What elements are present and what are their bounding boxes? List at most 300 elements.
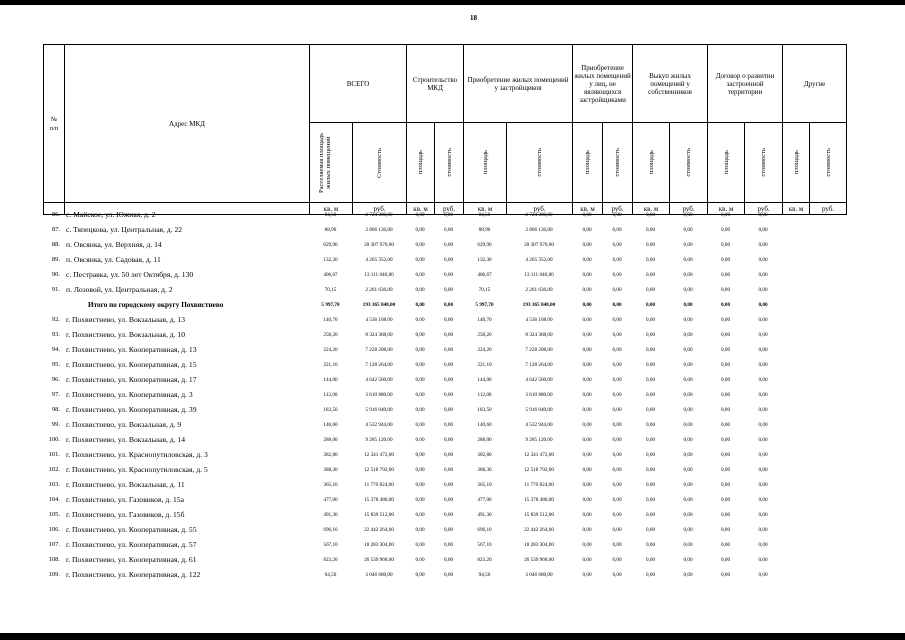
row-address: г. Похвистнево, ул. Вокзальная, д. 9 — [66, 420, 182, 429]
header-group-developer-purchase: Приобретение жилых помещений у застройщиков — [464, 45, 573, 123]
header-group-owner-buyout: Выкуп жилых помещений у собственников — [633, 45, 708, 123]
row-value: 0,00 — [582, 361, 592, 368]
row-value: 0,00 — [645, 466, 656, 473]
row-value: 0,00 — [720, 541, 731, 548]
row-value: 0,00 — [720, 241, 731, 248]
data-table — [43, 207, 846, 582]
table-row — [43, 432, 846, 447]
row-value: 0,00 — [645, 436, 656, 443]
row-value: 629,90 — [323, 241, 338, 248]
row-value: 0,00 — [758, 316, 768, 323]
row-value: 0,00 — [645, 286, 656, 293]
row-value: 12 518 792,00 — [364, 466, 394, 473]
row-number: 106. — [48, 526, 60, 533]
row-value: 4 642 560,00 — [525, 376, 553, 383]
row-value: 224,20 — [323, 346, 338, 353]
row-empty-cell — [782, 432, 809, 447]
row-value: 0,00 — [645, 451, 656, 458]
row-address: г. Похвистнево, ул. Кооперативная, д. 61 — [66, 555, 197, 564]
row-empty-cell — [809, 342, 846, 357]
row-value: 491,30 — [477, 511, 492, 518]
row-value: 491,30 — [323, 511, 338, 518]
row-address: г. Похвистнево, ул. Краснопутиловская, д. 3 — [66, 450, 208, 459]
row-value: 0,00 — [683, 391, 693, 398]
row-value: 0,00 — [443, 346, 454, 353]
row-empty-cell — [809, 222, 846, 237]
table-row — [43, 252, 846, 267]
row-value: 0,00 — [645, 256, 656, 263]
row-value: 0,00 — [443, 376, 454, 383]
row-value: 0,00 — [720, 301, 731, 308]
row-value: 0,00 — [443, 556, 454, 563]
row-number: 97. — [51, 391, 60, 398]
row-value: 0,00 — [415, 556, 425, 563]
row-value: 13 111 040,80 — [364, 271, 394, 278]
header-sub-cell — [633, 123, 670, 203]
row-value: 0,00 — [645, 556, 656, 563]
row-value: 0,00 — [415, 571, 425, 578]
row-address: с. Пестравка, ул. 50 лет Октября, д. 130 — [66, 270, 194, 279]
row-value: 140,60 — [323, 421, 338, 428]
row-value: 0,00 — [645, 301, 656, 308]
row-value: 12 341 472,00 — [364, 451, 394, 458]
row-empty-cell — [809, 477, 846, 492]
row-address: г. Похвистнево, ул. Краснопутиловская, д. 5 — [66, 465, 208, 474]
row-address: г. Похвистнево, ул. Кооперативная, д. 39 — [66, 405, 197, 414]
row-value: 140,60 — [477, 421, 492, 428]
row-value: 0,00 — [720, 361, 731, 368]
row-value: 0,00 — [612, 451, 622, 458]
header-sub-label: Стоимость — [376, 147, 383, 178]
header-sub-label: стоимость — [760, 148, 768, 177]
row-value: 3 046 680,00 — [525, 571, 553, 578]
table-row — [43, 507, 846, 522]
row-value: 0,00 — [582, 211, 592, 218]
row-address: г. Похвистнево, ул. Вокзальная, д. 14 — [66, 435, 186, 444]
row-value: 5 916 040,00 — [525, 406, 553, 413]
row-value: 0,00 — [612, 436, 622, 443]
unit-label: кв. м — [708, 203, 745, 215]
row-empty-cell — [782, 567, 809, 582]
row-value: 0,00 — [415, 511, 425, 518]
row-value: 0,00 — [683, 256, 693, 263]
header-num-label: № п/п — [49, 115, 59, 132]
row-value: 0,00 — [683, 406, 693, 413]
row-value: 0,00 — [443, 451, 454, 458]
row-value: 0,00 — [720, 331, 731, 338]
header-sub-label: стоимость — [614, 148, 622, 177]
row-value: 0,00 — [720, 481, 731, 488]
row-value: 823,20 — [323, 556, 338, 563]
row-empty-cell — [782, 447, 809, 462]
row-value: 382,80 — [323, 451, 338, 458]
row-value: 22 442 264,00 — [524, 526, 554, 533]
row-value: 0,00 — [443, 526, 454, 533]
row-value: 0,00 — [415, 316, 425, 323]
row-value: 0,00 — [645, 571, 656, 578]
row-empty-cell — [809, 252, 846, 267]
row-address: г. Похвистнево, ул. Кооперативная, д. 13 — [66, 345, 197, 354]
row-value: 0,00 — [758, 556, 768, 563]
row-number: 95. — [51, 361, 60, 368]
row-value: 0,00 — [612, 391, 622, 398]
row-empty-cell — [782, 297, 809, 312]
row-value: 0,00 — [612, 481, 622, 488]
row-value: 0,00 — [758, 391, 768, 398]
row-value: 26 539 968,00 — [364, 556, 394, 563]
row-value: 0,00 — [443, 286, 454, 293]
row-value: 0,00 — [612, 316, 622, 323]
row-value: 15 378 480,00 — [524, 496, 554, 503]
row-value: 477,00 — [323, 496, 338, 503]
row-value: 3 046 680,00 — [365, 571, 393, 578]
row-value: 0,00 — [582, 526, 592, 533]
row-value: 0,00 — [758, 286, 768, 293]
row-value: 88,90 — [478, 226, 491, 233]
header-sub-label: стоимость — [445, 148, 453, 177]
row-value: 388,30 — [323, 466, 338, 473]
row-value: 0,00 — [443, 511, 454, 518]
row-value: 0,00 — [683, 451, 693, 458]
row-value: 0,00 — [645, 316, 656, 323]
row-empty-cell — [809, 507, 846, 522]
row-value: 22 442 264,00 — [364, 526, 394, 533]
row-value: 0,00 — [720, 436, 731, 443]
table-row — [43, 567, 846, 582]
row-value: 7 228 208,00 — [525, 346, 553, 353]
row-value: 0,00 — [645, 376, 656, 383]
row-value: 0,00 — [645, 361, 656, 368]
row-value: 823,20 — [477, 556, 492, 563]
table-row — [43, 267, 846, 282]
row-value: 0,00 — [612, 511, 622, 518]
row-empty-cell — [809, 402, 846, 417]
row-value: 0,00 — [612, 541, 622, 548]
row-value: 696,10 — [323, 526, 338, 533]
header-sub-cell — [670, 123, 708, 203]
row-value: 5 997,70 — [321, 301, 340, 308]
row-empty-cell — [809, 372, 846, 387]
row-value: 0,00 — [415, 271, 425, 278]
row-value: 0,00 — [720, 316, 731, 323]
row-value: 0,00 — [683, 331, 693, 338]
row-value: 2 724 280,00 — [365, 211, 393, 218]
row-value: 0,00 — [683, 481, 693, 488]
unit-label: руб. — [507, 203, 573, 215]
row-value: 0,00 — [612, 556, 622, 563]
row-value: 112,00 — [323, 391, 338, 398]
header-sub-cell — [464, 123, 507, 203]
row-value: 0,00 — [720, 421, 731, 428]
row-empty-cell — [809, 357, 846, 372]
row-value: 0,00 — [645, 481, 656, 488]
row-value: 258,20 — [477, 331, 492, 338]
row-empty-cell — [782, 402, 809, 417]
row-value: 0,00 — [683, 466, 693, 473]
row-value: 0,00 — [683, 556, 693, 563]
row-value: 0,00 — [645, 391, 656, 398]
table-row — [43, 462, 846, 477]
row-value: 0,00 — [758, 496, 768, 503]
row-value: 0,00 — [582, 331, 592, 338]
header-sub-label: стоимость — [536, 148, 544, 177]
row-value: 0,00 — [645, 496, 656, 503]
row-empty-cell — [809, 387, 846, 402]
row-number: 107. — [48, 541, 60, 548]
unit-label: руб. — [670, 203, 708, 215]
row-empty-cell — [782, 207, 809, 222]
row-value: 0,00 — [645, 271, 656, 278]
row-number: 101. — [48, 451, 60, 458]
row-value: 0,00 — [758, 346, 768, 353]
row-value: 0,00 — [683, 526, 693, 533]
row-value: 0,00 — [443, 256, 454, 263]
row-value: 2 261 636,00 — [525, 286, 553, 293]
row-value: 477,00 — [477, 496, 492, 503]
row-value: 0,00 — [582, 256, 592, 263]
row-value: 4 642 560,00 — [365, 376, 393, 383]
row-value: 0,00 — [645, 331, 656, 338]
row-value: 94,50 — [478, 571, 491, 578]
row-value: 15 839 512,00 — [364, 511, 394, 518]
row-value: 0,00 — [720, 571, 731, 578]
row-address: г. Похвистнево, ул. Кооперативная, д. 122 — [66, 570, 201, 579]
row-value: 406,67 — [323, 271, 338, 278]
row-number: 87. — [51, 226, 60, 233]
row-value: 0,00 — [720, 211, 731, 218]
row-value: 144,00 — [323, 376, 338, 383]
row-value: 0,00 — [720, 451, 731, 458]
table-row — [43, 207, 846, 222]
row-value: 7 128 264,00 — [365, 361, 393, 368]
table-header — [43, 44, 847, 215]
table-row — [43, 327, 846, 342]
row-value: 0,00 — [582, 421, 592, 428]
table-row — [43, 312, 846, 327]
row-empty-cell — [782, 312, 809, 327]
row-value: 0,00 — [612, 241, 622, 248]
header-group-territory-agreement: Договор о развитии застроенной территории — [708, 45, 783, 123]
row-value: 0,00 — [415, 346, 425, 353]
row-value: 0,00 — [612, 406, 622, 413]
row-value: 0,00 — [415, 526, 425, 533]
header-sub-cell — [310, 123, 353, 203]
row-value: 696,10 — [477, 526, 492, 533]
row-value: 0,00 — [720, 346, 731, 353]
row-value: 288,00 — [323, 436, 338, 443]
row-number: 104. — [48, 496, 60, 503]
row-number: 86. — [51, 211, 60, 218]
row-value: 0,00 — [415, 286, 425, 293]
row-value: 0,00 — [415, 466, 425, 473]
row-value: 221,10 — [323, 361, 338, 368]
row-number: 109. — [48, 571, 60, 578]
row-empty-cell — [809, 297, 846, 312]
header-sub-cell — [708, 123, 745, 203]
table-row — [43, 342, 846, 357]
row-empty-cell — [782, 342, 809, 357]
row-value: 0,00 — [415, 391, 425, 398]
row-value: 258,20 — [323, 331, 338, 338]
row-value: 629,90 — [477, 241, 492, 248]
row-value: 4 536 168,00 — [525, 316, 553, 323]
header-sub-label: площадь — [584, 150, 592, 175]
row-value: 0,00 — [720, 286, 731, 293]
row-address: п. Лозовой, ул. Центральная, д. 2 — [66, 285, 173, 294]
row-value: 0,00 — [612, 466, 622, 473]
row-value: 221,10 — [477, 361, 492, 368]
row-address: п. Овсянка, ул. Садовая, д. 11 — [66, 255, 161, 264]
row-value: 0,00 — [582, 226, 592, 233]
header-sub-label: площадь — [417, 150, 425, 175]
row-empty-cell — [782, 282, 809, 297]
row-value: 70,15 — [324, 286, 337, 293]
row-value: 0,00 — [582, 346, 592, 353]
row-empty-cell — [782, 372, 809, 387]
row-value: 140,70 — [477, 316, 492, 323]
row-value: 0,00 — [582, 511, 592, 518]
row-value: 0,00 — [582, 376, 592, 383]
unit-label: руб. — [603, 203, 633, 215]
row-value: 2 724 280,00 — [525, 211, 553, 218]
row-value: 0,00 — [645, 241, 656, 248]
row-value: 0,00 — [645, 511, 656, 518]
row-value: 0,00 — [582, 301, 592, 308]
row-value: 0,00 — [612, 421, 622, 428]
row-address: г. Похвистнево, ул. Вокзальная, д. 13 — [66, 315, 186, 324]
row-number: 89. — [51, 256, 60, 263]
row-value: 0,00 — [582, 451, 592, 458]
row-value: 567,10 — [477, 541, 492, 548]
table-row — [43, 222, 846, 237]
row-value: 12 341 472,00 — [524, 451, 554, 458]
table-row — [43, 522, 846, 537]
row-value: 0,00 — [415, 406, 425, 413]
row-value: 0,00 — [443, 436, 454, 443]
row-value: 0,00 — [683, 541, 693, 548]
row-empty-cell — [809, 447, 846, 462]
row-value: 0,00 — [415, 256, 425, 263]
row-value: 0,00 — [443, 241, 454, 248]
header-sub-cell — [353, 123, 407, 203]
row-value: 13 111 040,80 — [524, 271, 554, 278]
row-value: 0,00 — [443, 481, 454, 488]
row-number: 102. — [48, 466, 60, 473]
row-value: 0,00 — [683, 241, 693, 248]
row-address: с. Тяпецкова, ул. Центральная, д. 22 — [66, 225, 183, 234]
row-empty-cell — [809, 237, 846, 252]
header-sub-cell — [573, 123, 603, 203]
row-value: 0,00 — [758, 241, 768, 248]
row-value: 0,00 — [443, 466, 454, 473]
row-empty-cell — [782, 357, 809, 372]
row-value: 0,00 — [645, 226, 656, 233]
row-address: п. Овсянка, ул. Верхняя, д. 14 — [66, 240, 162, 249]
row-value: 0,00 — [582, 541, 592, 548]
unit-label: руб. — [353, 203, 407, 215]
row-value: 0,00 — [720, 556, 731, 563]
row-empty-cell — [809, 567, 846, 582]
row-value: 0,00 — [720, 256, 731, 263]
row-value: 0,00 — [683, 226, 693, 233]
header-sub-cell — [407, 123, 435, 203]
row-number — [43, 297, 64, 312]
row-value: 0,00 — [720, 406, 731, 413]
row-value: 0,00 — [683, 361, 693, 368]
row-value: 9 285 120,00 — [365, 436, 393, 443]
row-value: 0,00 — [758, 421, 768, 428]
row-value: 0,00 — [758, 361, 768, 368]
row-value: 0,00 — [415, 331, 425, 338]
row-number: 91. — [51, 286, 60, 293]
page-number: 18 — [470, 14, 477, 22]
header-sub-cell — [810, 123, 847, 203]
row-value: 0,00 — [758, 466, 768, 473]
row-value: 0,00 — [582, 571, 592, 578]
row-value: 0,00 — [758, 571, 768, 578]
table-row — [43, 537, 846, 552]
row-value: 0,00 — [415, 241, 425, 248]
row-value: 3 610 880,00 — [525, 391, 553, 398]
table-row — [43, 387, 846, 402]
row-value: 0,00 — [612, 271, 622, 278]
row-number: 99. — [51, 421, 60, 428]
row-number: 90. — [51, 271, 60, 278]
row-value: 0,00 — [612, 301, 622, 308]
row-value: 0,00 — [683, 436, 693, 443]
row-value: 0,00 — [645, 346, 656, 353]
row-empty-cell — [782, 222, 809, 237]
row-value: 0,00 — [612, 361, 622, 368]
header-sub-cell — [783, 123, 810, 203]
row-value: 0,00 — [415, 451, 425, 458]
row-number: 96. — [51, 376, 60, 383]
row-value: 0,00 — [683, 271, 693, 278]
row-value: 132,30 — [477, 256, 492, 263]
row-value: 0,00 — [683, 496, 693, 503]
row-empty-cell — [782, 537, 809, 552]
row-value: 0,00 — [415, 421, 425, 428]
header-sub-label: стоимость — [685, 148, 693, 177]
row-empty-cell — [782, 522, 809, 537]
row-value: 8 324 368,00 — [365, 331, 393, 338]
row-empty-cell — [809, 267, 846, 282]
unit-label: кв. м — [783, 203, 810, 215]
unit-label: кв. м — [407, 203, 435, 215]
row-value: 0,00 — [758, 301, 768, 308]
row-value: 5 916 040,00 — [365, 406, 393, 413]
row-value: 183,50 — [477, 406, 492, 413]
header-group-total: ВСЕГО — [310, 45, 407, 123]
row-value: 18 283 304,00 — [364, 541, 394, 548]
total-label: Итого по городскому округу Похвистнево — [88, 300, 224, 309]
unit-label: кв. м — [464, 203, 507, 215]
row-address: г. Похвистнево, ул. Кооперативная, д. 57 — [66, 540, 197, 549]
row-address: г. Похвистнево, ул. Кооперативная, д. 3 — [66, 390, 193, 399]
table-row — [43, 552, 846, 567]
row-value: 4 532 944,00 — [525, 421, 553, 428]
header-group-nondeveloper-purchase: Приобретение жилых помещений у лиц, не являющихся застройщиками — [573, 45, 633, 123]
row-value: 0,00 — [758, 271, 768, 278]
row-value: 12 518 792,00 — [524, 466, 554, 473]
row-value: 2 261 636,00 — [365, 286, 393, 293]
row-value: 0,00 — [683, 571, 693, 578]
unit-label: руб. — [745, 203, 783, 215]
row-address: г. Похвистнево, ул. Вокзальная, д. 10 — [66, 330, 186, 339]
row-value: 84,50 — [324, 211, 337, 218]
row-address: г. Похвистнево, ул. Вокзальная, д. 11 — [66, 480, 185, 489]
row-value: 0,00 — [443, 496, 454, 503]
